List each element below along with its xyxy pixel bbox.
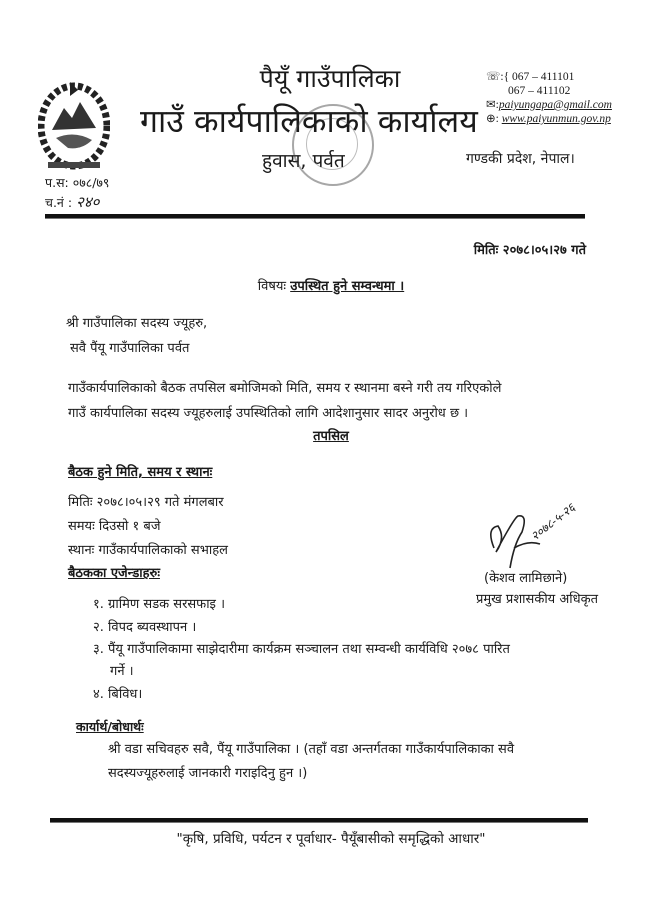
agenda-number: ४.: [93, 687, 104, 702]
agenda-text: विपद ब्यवस्थापन ।: [108, 620, 197, 635]
website-link[interactable]: www.paiyunmun.gov.np: [501, 113, 611, 125]
phone-2: 067 – 411102: [508, 85, 571, 97]
office-location: हुवास, पर्वत: [262, 150, 345, 172]
cc-heading: कार्यार्थ/बोधार्थः: [76, 719, 144, 734]
agenda-item: [93, 619, 196, 636]
cc-line-2: सदस्यज्यूहरुलाई जानकारी गराइदिनु हुन ।): [108, 766, 308, 781]
agenda-item: [93, 641, 510, 658]
nepal-emblem-icon: [38, 78, 110, 172]
signatory-title: प्रमुख प्रशासकीय अधिकृत: [476, 592, 599, 607]
addressee-line-1: श्री गाउँपालिका सदस्य ज्यूहरु,: [66, 316, 208, 331]
meeting-time: समयः दिउसो १ बजे: [68, 519, 161, 534]
agenda-heading: बैठकका एजेन्डाहरुः: [68, 566, 160, 581]
globe-icon: ⊕:: [486, 113, 499, 125]
paragraph-line-2: गाउँ कार्यपालिका सदस्य ज्यूहरुलाई उपस्थितिको लागि आदेशानुसार सादर अनुरोध छ ।: [68, 406, 469, 421]
agenda-number: १.: [93, 597, 104, 612]
letter-date: मितिः २०७८।०५।२७ गते: [473, 243, 586, 258]
province: गण्डकी प्रदेश, नेपाल।: [466, 151, 575, 167]
signature-date: २०७८-५-२६: [528, 500, 578, 544]
dispatch-label: च.नं :: [45, 195, 73, 210]
meeting-heading: बैठक हुने मिति, समय र स्थानः: [68, 465, 213, 480]
office-name: गाउँ कार्यपालिकाको कार्यालय: [140, 102, 478, 140]
agenda-text: पैंयू गाउँपालिकामा साझेदारीमा कार्यक्रम सञ्चालन तथा सम्वन्धी कार्यविधि २०७८ पारित: [108, 642, 510, 657]
agenda-number: ३.: [93, 642, 104, 657]
agenda-text: ग्रामिण सडक सरसफाइ ।: [108, 597, 226, 612]
subject-label: विषयः: [257, 279, 287, 294]
schedule-heading: तपसिल: [313, 429, 349, 444]
agenda-item-continuation: गर्ने ।: [110, 664, 134, 679]
header-divider: [45, 214, 585, 219]
agenda-text: बिविध।: [108, 687, 143, 702]
municipality-name: पैयूँ गाउँपालिका: [259, 64, 401, 93]
cc-line-1: श्री वडा सचिवहरु सवै, पैंयू गाउँपालिका । (तहाँ वडा अन्तर्गतका गाउँकार्यपालिकाका सवै: [108, 742, 515, 757]
paragraph-line-1: गाउँकार्यपालिकाको बैठक तपसिल बमोजिमको मिति, समय र स्थानमा बस्ने गरी तय गरिएकोले: [68, 381, 502, 396]
email-link[interactable]: paiyungapa@gmail.com: [498, 99, 612, 111]
agenda-item: [93, 596, 225, 613]
addressee-line-2: सवै पैंयू गाउँपालिका पर्वत: [70, 341, 190, 356]
contact-block: [486, 70, 612, 126]
dispatch-number: [45, 194, 99, 211]
envelope-icon: ✉:: [486, 99, 499, 111]
agenda-number: २.: [93, 620, 104, 635]
telephone-icon: ☏:{: [486, 71, 512, 83]
subject-line: [0, 278, 662, 295]
footer-divider: [50, 818, 588, 823]
footer-motto: "कृषि, प्रविधि, पर्यटन र पूर्वाधार- पैयूँबासीको समृद्धिको आधार": [176, 831, 486, 847]
subject-text: उपस्थित हुने सम्वन्धमा ।: [290, 279, 405, 294]
meeting-date: मितिः २०७८।०५।२९ गते मंगलबार: [68, 495, 224, 510]
phone-1: 067 – 411101: [511, 71, 575, 83]
office-seal-stamp: [292, 104, 374, 186]
fiscal-year: प.स: ०७८/७९: [45, 175, 110, 190]
dispatch-value: २४०: [76, 193, 100, 211]
signatory-name: (केशव लामिछाने): [484, 571, 568, 586]
agenda-item: [93, 686, 142, 703]
meeting-place: स्थानः गाउँकार्यपालिकाको सभाहल: [68, 543, 228, 558]
